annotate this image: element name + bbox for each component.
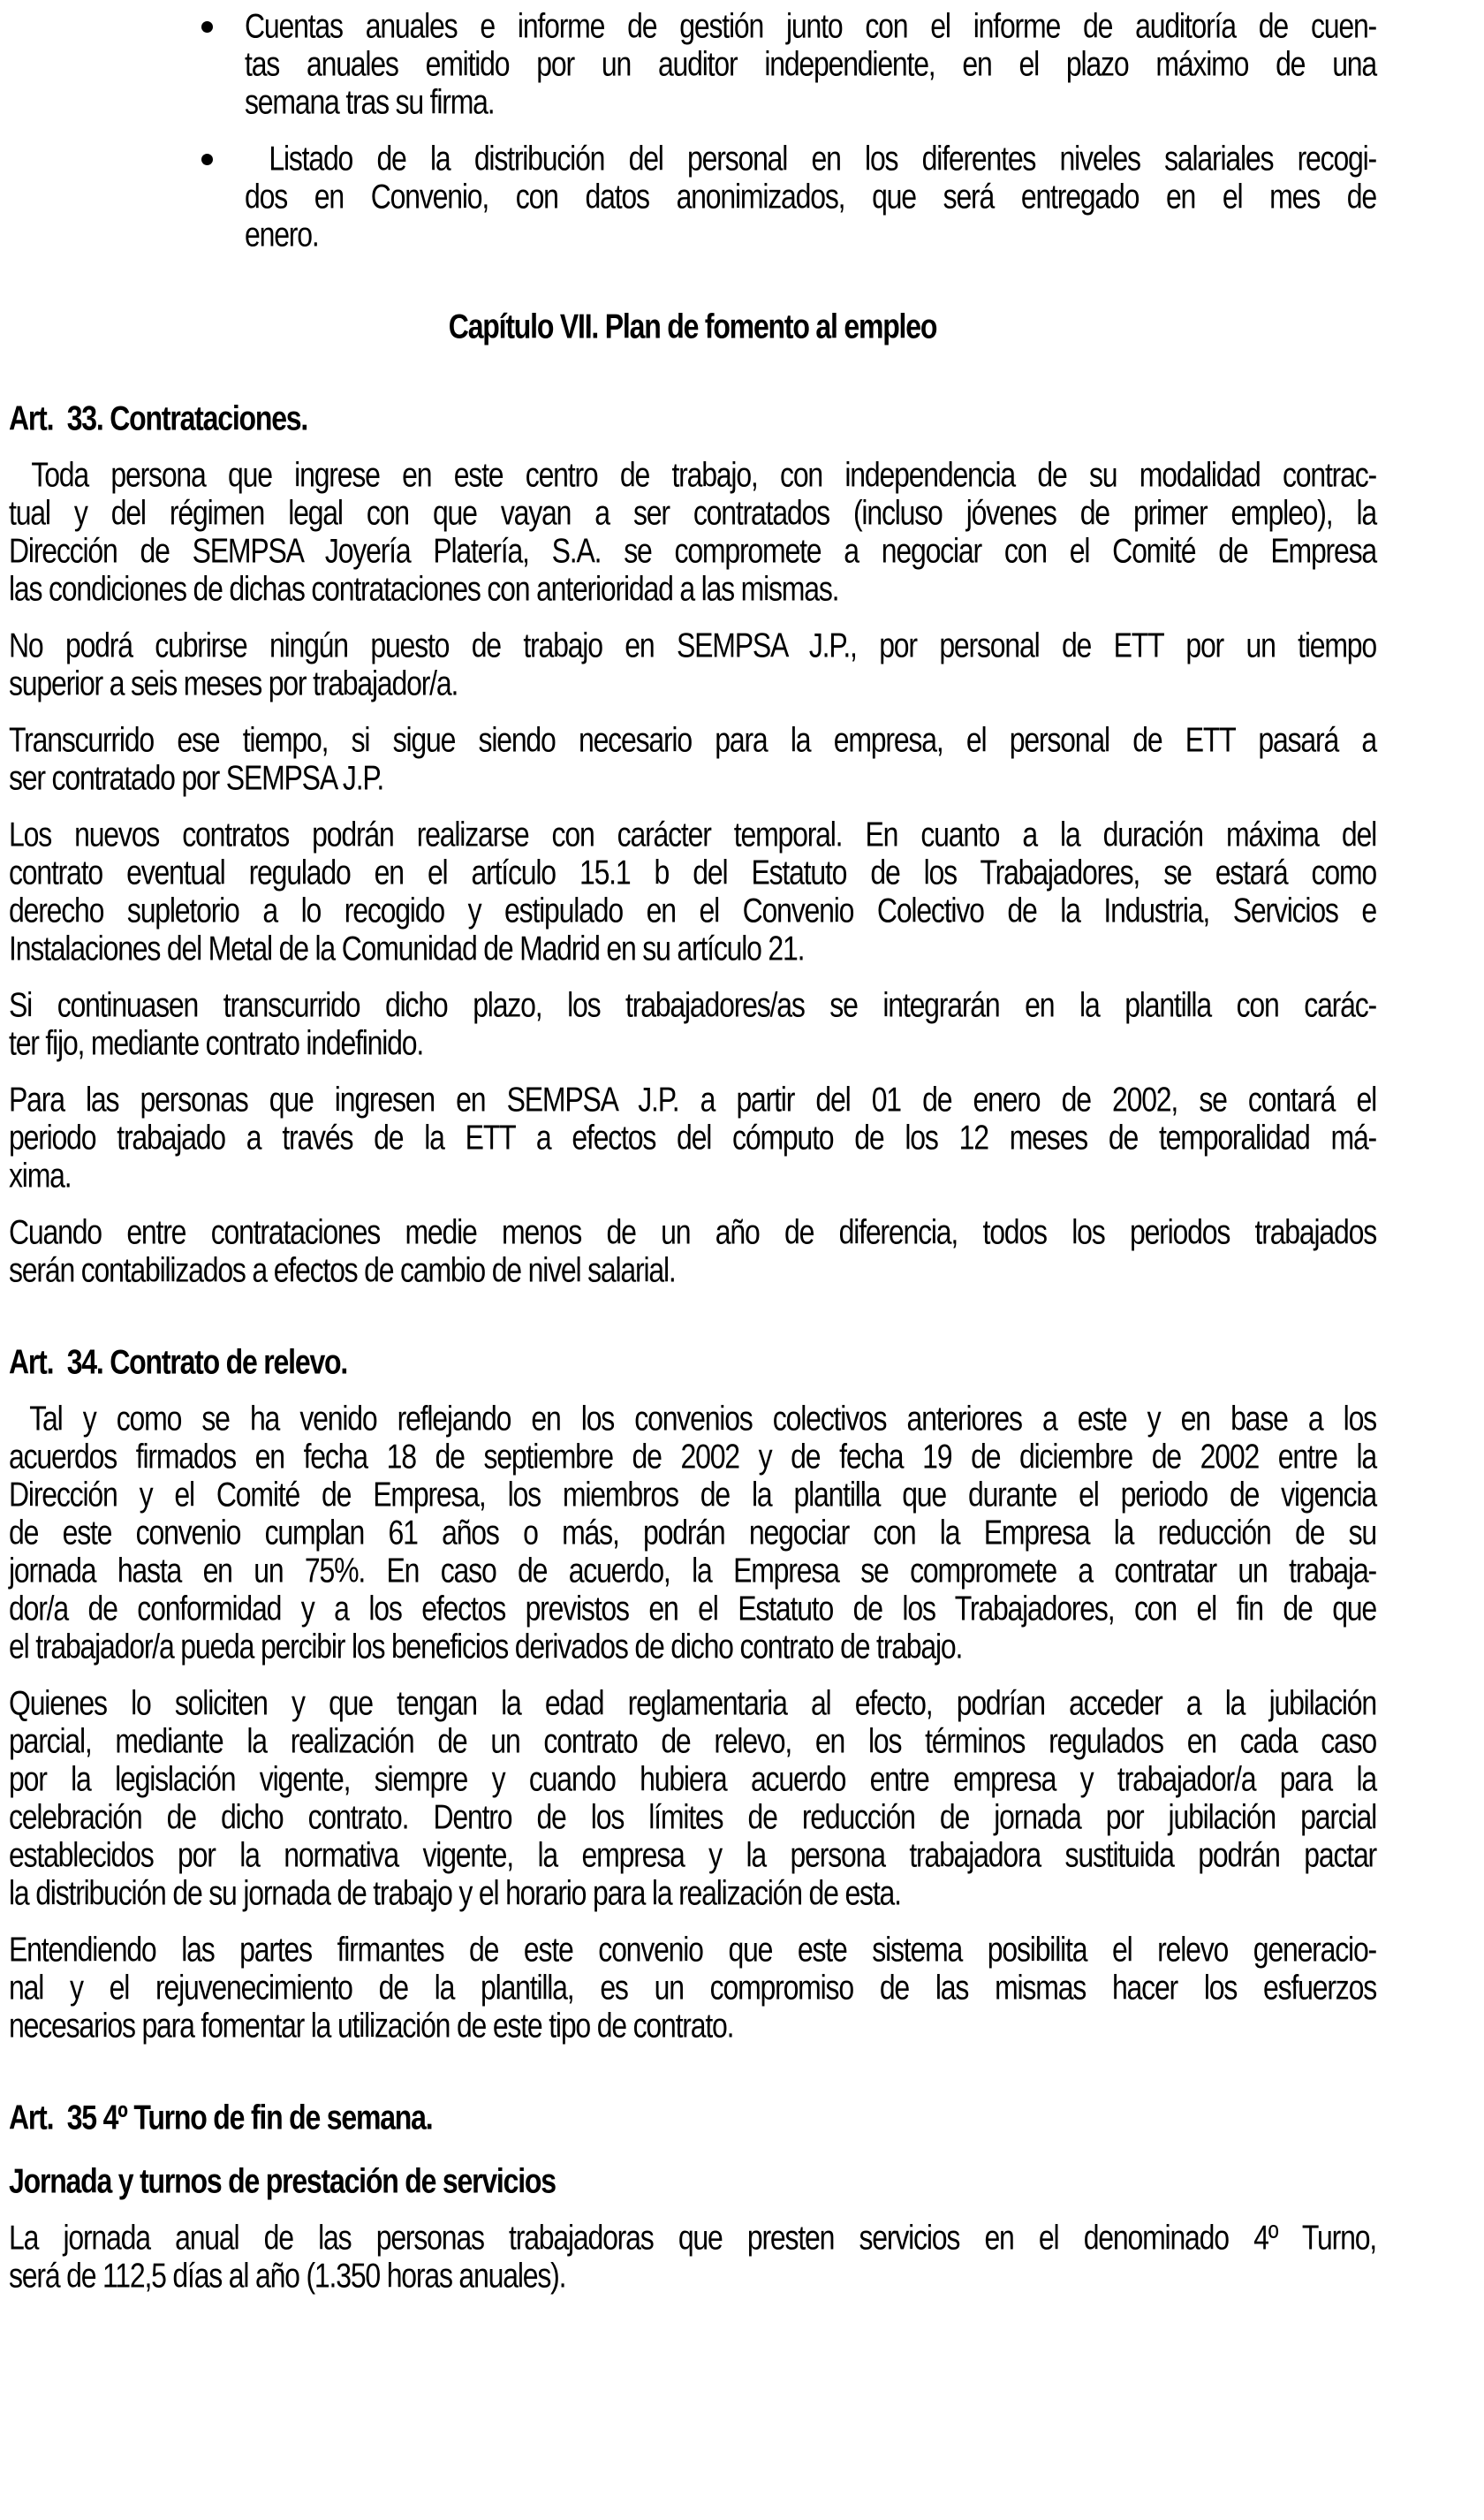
- paragraph: [9, 1684, 1376, 1912]
- text-line: dor/a de conformidad y a los efectos previstos en el Estatuto de los Trabajadores, con el fin de que: [9, 1588, 1376, 1628]
- text-line: dos en Convenio, con datos anonimizados, que será entregado en el mes de: [245, 176, 1376, 216]
- paragraph: [9, 2219, 1376, 2295]
- text-line: acuerdos firmados en fecha 18 de septiembre de 2002 y de fecha 19 de diciembre de 2002 entre la: [9, 1436, 1376, 1476]
- paragraph: [9, 986, 1376, 1062]
- bullet-item: [9, 7, 1376, 121]
- paragraph: [9, 1213, 1376, 1289]
- text-line: Tal y como se ha venido reflejando en los convenios colectivos anteriores a este y en base a los: [9, 1398, 1376, 1438]
- document-body: [9, 7, 1376, 2295]
- bullet-text: [245, 140, 1376, 254]
- text-line: de este convenio cumplan 61 años o más, podrán negociar con la Empresa la reducción de su: [9, 1512, 1376, 1552]
- text-line: ter fijo, mediante contrato indefinido.: [9, 1022, 424, 1062]
- article-heading: [9, 399, 1376, 437]
- text-line: contrato eventual regulado en el artículo 15.1 b del Estatuto de los Trabajadores, se estará como: [9, 852, 1376, 892]
- paragraph: [9, 816, 1376, 968]
- text-line: necesarios para fomentar la utilización de este tipo de contrato.: [9, 2005, 734, 2045]
- paragraph: [9, 721, 1376, 797]
- text-line: Los nuevos contratos podrán realizarse con carácter temporal. En cuanto a la duración máxima del: [9, 814, 1376, 854]
- text-line: será de 112,5 días al año (1.350 horas anuales).: [9, 2255, 566, 2295]
- text-line: Quienes lo soliciten y que tengan la edad reglamentaria al efecto, podrían acceder a la jubilación: [9, 1682, 1376, 1722]
- text-line: Toda persona que ingrese en este centro de trabajo, con independencia de su modalidad contrac-: [9, 454, 1376, 494]
- text-line: Entendiendo las partes firmantes de este convenio que este sistema posibilita el relevo generacio-: [9, 1929, 1376, 1969]
- text-line: Transcurrido ese tiempo, si sigue siendo necesario para la empresa, el personal de ETT pasará a: [9, 719, 1376, 759]
- text-line: Instalaciones del Metal de la Comunidad de Madrid en su artículo 21.: [9, 928, 805, 968]
- text-line: parcial, mediante la realización de un contrato de relevo, en los términos regulados en cada caso: [9, 1720, 1376, 1760]
- text-line: Jornada y turnos de prestación de servicios: [9, 2160, 556, 2200]
- section-subheading: [9, 2162, 1376, 2200]
- text-line: Si continuasen transcurrido dicho plazo, los trabajadores/as se integrarán en la plantilla con carác-: [9, 984, 1376, 1024]
- text-line: semana tras su firma.: [245, 81, 495, 121]
- text-line: tual y del régimen legal con que vayan a ser contratados (incluso jóvenes de primer empleo), la: [9, 492, 1376, 532]
- text-line: Art. 35 4º Turno de fin de semana.: [9, 2097, 433, 2137]
- bullet-text: [245, 7, 1376, 121]
- text-line: la distribución de su jornada de trabajo y el horario para la realización de esta.: [9, 1872, 901, 1912]
- bullet-icon: [201, 154, 213, 165]
- paragraph: [9, 1931, 1376, 2045]
- text-line: enero.: [245, 214, 319, 254]
- article-heading: [9, 1343, 1376, 1381]
- text-line: establecidos por la normativa vigente, la empresa y la persona trabajadora sustituida podrán pactar: [9, 1834, 1376, 1874]
- text-line: jornada hasta en un 75%. En caso de acuerdo, la Empresa se compromete a contratar un trabaja-: [9, 1550, 1376, 1590]
- text-line: Cuentas anuales e informe de gestión junto con el informe de auditoría de cuen-: [245, 5, 1376, 45]
- paragraph: [9, 456, 1376, 608]
- paragraph: [9, 626, 1376, 702]
- text-line: Dirección y el Comité de Empresa, los miembros de la plantilla que durante el periodo de vigencia: [9, 1474, 1376, 1514]
- paragraph: [9, 1081, 1376, 1195]
- text-line: Para las personas que ingresen en SEMPSA J.P. a partir del 01 de enero de 2002, se contará el: [9, 1079, 1376, 1119]
- text-line: Dirección de SEMPSA Joyería Platería, S.A. se compromete a negociar con el Comité de Empresa: [9, 530, 1376, 570]
- paragraph: [9, 1400, 1376, 1666]
- text-line: derecho supletorio a lo recogido y estipulado en el Convenio Colectivo de la Industria, Servicios e: [9, 890, 1376, 930]
- text-line: Art. 34. Contrato de relevo.: [9, 1341, 348, 1381]
- text-line: Art. 33. Contrataciones.: [9, 398, 308, 437]
- text-line: por la legislación vigente, siempre y cuando hubiera acuerdo entre empresa y trabajador/a para la: [9, 1758, 1376, 1798]
- text-line: celebración de dicho contrato. Dentro de los límites de reducción de jornada por jubilación parcial: [9, 1796, 1376, 1836]
- text-line: serán contabilizados a efectos de cambio de nivel salarial.: [9, 1249, 676, 1289]
- chapter-heading: [9, 307, 1376, 345]
- text-line: superior a seis meses por trabajador/a.: [9, 663, 458, 702]
- text-line: Cuando entre contrataciones medie menos de un año de diferencia, todos los periodos trabajados: [9, 1211, 1376, 1251]
- text-line: periodo trabajado a través de la ETT a efectos del cómputo de los 12 meses de temporalidad má-: [9, 1117, 1376, 1157]
- text-line: Capítulo VII. Plan de fomento al empleo: [448, 306, 937, 345]
- bullet-item: [9, 140, 1376, 254]
- text-line: xima.: [9, 1155, 72, 1195]
- text-line: las condiciones de dichas contrataciones con anterioridad a las mismas.: [9, 568, 839, 608]
- text-line: ser contratado por SEMPSA J.P.: [9, 757, 384, 797]
- bullet-icon: [201, 21, 213, 33]
- text-line: La jornada anual de las personas trabajadoras que presten servicios en el denominado 4º Turno,: [9, 2217, 1376, 2257]
- text-line: Listado de la distribución del personal en los diferentes niveles salariales recogi-: [245, 138, 1376, 178]
- text-line: el trabajador/a pueda percibir los beneficios derivados de dicho contrato de trabajo.: [9, 1626, 963, 1666]
- article-heading: [9, 2099, 1376, 2137]
- text-line: tas anuales emitido por un auditor independiente, en el plazo máximo de una: [245, 43, 1376, 83]
- text-line: nal y el rejuvenecimiento de la plantilla, es un compromiso de las mismas hacer los esfuerzos: [9, 1967, 1376, 2007]
- text-line: No podrá cubrirse ningún puesto de trabajo en SEMPSA J.P., por personal de ETT por un tiempo: [9, 625, 1376, 664]
